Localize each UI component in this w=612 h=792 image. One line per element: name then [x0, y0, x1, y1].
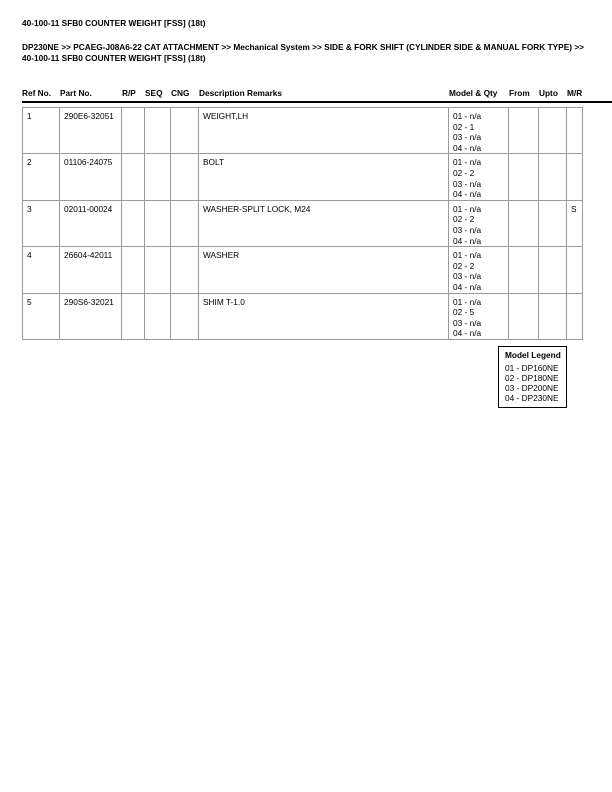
cell-from — [509, 293, 539, 339]
model-qty-line: 01 - n/a — [453, 157, 482, 168]
cell-rp — [122, 200, 145, 246]
table-header — [0, 88, 612, 100]
header-divider — [22, 101, 612, 103]
cell-part-no: 01106-24075 — [60, 154, 122, 200]
cell-description: WASHER-SPLIT LOCK, M24 — [199, 200, 449, 246]
model-qty-line: 02 - 5 — [453, 307, 475, 318]
legend-title: Model Legend — [505, 350, 561, 360]
model-qty-line: 02 - 2 — [453, 260, 475, 271]
cell-seq — [145, 108, 171, 154]
cell-from — [509, 108, 539, 154]
cell-model-qty — [449, 154, 509, 200]
breadcrumb: DP230NE >> PCAEG-J08A6-22 CAT ATTACHMENT >> Mechanical System >> SIDE & FORK SHIFT (CYLINDER SIDE & MANUAL FORK TYPE) >> 40-100-11 SFB0 COUNTER WEIGHT [FSS] (18t) — [22, 42, 585, 63]
cell-rp — [122, 154, 145, 200]
model-qty-line: 04 - n/a — [453, 281, 482, 292]
cell-seq — [145, 200, 171, 246]
cell-cng — [171, 293, 199, 339]
model-qty-line: 02 - 2 — [453, 167, 475, 178]
cell-cng — [171, 108, 199, 154]
cell-upto — [539, 108, 567, 154]
header-from: From — [509, 88, 530, 98]
cell-seq — [145, 247, 171, 293]
cell-rp — [122, 247, 145, 293]
model-qty-line: 01 - n/a — [453, 296, 482, 307]
cell-mr — [567, 154, 583, 200]
model-qty-line: 04 - n/a — [453, 189, 482, 200]
table-row — [23, 108, 583, 154]
cell-mr — [567, 247, 583, 293]
legend-item: 03 - DP200NE — [505, 383, 559, 393]
cell-description: WASHER — [199, 247, 449, 293]
model-qty-line: 01 - n/a — [453, 111, 482, 121]
model-qty-line: 03 - n/a — [453, 271, 482, 282]
page-title: 40-100-11 SFB0 COUNTER WEIGHT [FSS] (18t) — [22, 18, 206, 28]
cell-cng — [171, 200, 199, 246]
model-qty-line: 03 - n/a — [453, 132, 482, 143]
cell-mr: S — [567, 200, 583, 246]
cell-upto — [539, 154, 567, 200]
cell-from — [509, 247, 539, 293]
header-part-no: Part No. — [60, 88, 92, 98]
cell-model-qty — [449, 247, 509, 293]
model-qty-line: 04 - n/a — [453, 142, 482, 153]
table-row — [23, 247, 583, 293]
model-qty-line: 03 - n/a — [453, 224, 482, 235]
legend-item: 02 - DP180NE — [505, 373, 559, 383]
cell-ref-no: 3 — [23, 200, 60, 246]
cell-cng — [171, 247, 199, 293]
model-qty-line: 01 - n/a — [453, 250, 482, 261]
model-qty-line: 04 - n/a — [453, 328, 482, 339]
cell-mr — [567, 293, 583, 339]
legend-item: 04 - DP230NE — [505, 393, 559, 403]
table-row — [23, 200, 583, 246]
cell-description: SHIM T-1.0 — [199, 293, 449, 339]
cell-upto — [539, 293, 567, 339]
model-qty-line: 02 - 1 — [453, 121, 475, 132]
header-model-qty: Model & Qty — [449, 88, 498, 98]
cell-ref-no: 1 — [23, 108, 60, 154]
cell-model-qty — [449, 200, 509, 246]
parts-table — [22, 107, 583, 340]
model-qty-line: 03 - n/a — [453, 317, 482, 328]
cell-upto — [539, 247, 567, 293]
cell-seq — [145, 154, 171, 200]
cell-cng — [171, 154, 199, 200]
cell-mr — [567, 108, 583, 154]
cell-upto — [539, 200, 567, 246]
legend-item: 01 - DP160NE — [505, 363, 559, 373]
cell-seq — [145, 293, 171, 339]
model-qty-line: 03 - n/a — [453, 178, 482, 189]
cell-part-no: 290S6-32021 — [60, 293, 122, 339]
model-qty-line: 02 - 2 — [453, 214, 475, 225]
cell-description: BOLT — [199, 154, 449, 200]
header-ref-no: Ref No. — [22, 88, 52, 98]
header-upto: Upto — [539, 88, 558, 98]
table-row — [23, 293, 583, 339]
cell-part-no: 02011-00024 — [60, 200, 122, 246]
cell-ref-no: 5 — [23, 293, 60, 339]
cell-model-qty — [449, 293, 509, 339]
cell-part-no: 26604-42011 — [60, 247, 122, 293]
header-cng: CNG — [171, 88, 190, 98]
cell-ref-no: 4 — [23, 247, 60, 293]
cell-from — [509, 154, 539, 200]
model-qty-line: 01 - n/a — [453, 203, 482, 214]
header-rp: R/P — [122, 88, 136, 98]
cell-from — [509, 200, 539, 246]
cell-description: WEIGHT,LH — [199, 108, 449, 154]
header-seq: SEQ — [145, 88, 163, 98]
model-qty-line: 04 - n/a — [453, 235, 482, 246]
model-legend — [498, 346, 567, 408]
header-mr: M/R — [567, 88, 583, 98]
cell-model-qty — [449, 108, 509, 154]
cell-rp — [122, 293, 145, 339]
cell-part-no: 290E6-32051 — [60, 108, 122, 154]
cell-rp — [122, 108, 145, 154]
cell-ref-no: 2 — [23, 154, 60, 200]
table-row — [23, 154, 583, 200]
header-description: Description Remarks — [199, 88, 283, 98]
